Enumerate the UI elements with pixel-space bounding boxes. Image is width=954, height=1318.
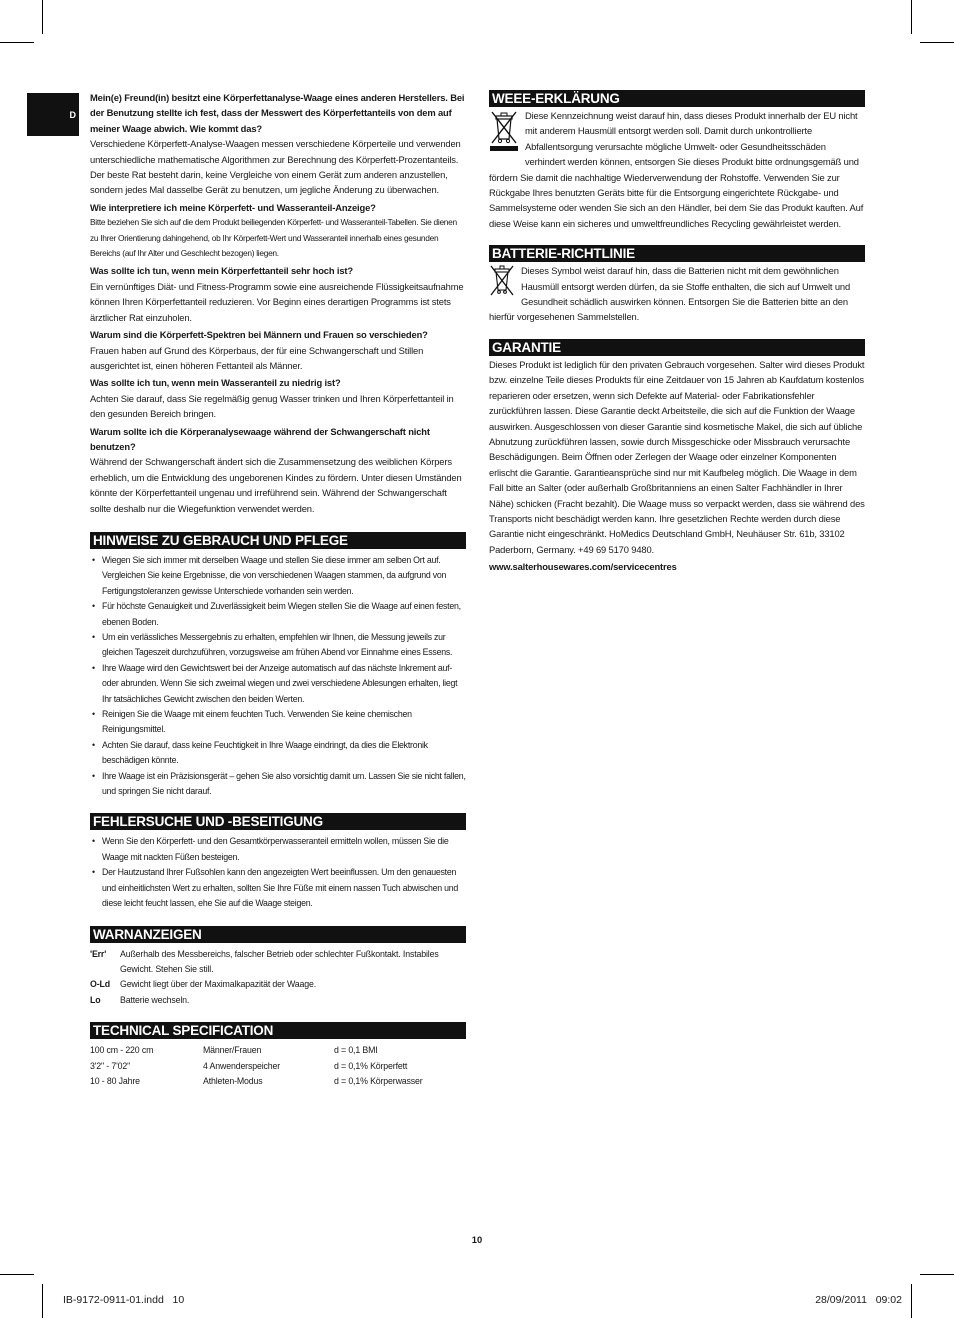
- table-row: [90, 1043, 466, 1058]
- warning-text: Außerhalb des Messbereichs, falscher Betrieb oder schlechter Fußkontakt. Instabiles Gewicht. Stehen Sie still.: [120, 948, 439, 974]
- warranty-text: Dieses Produkt ist lediglich für den privaten Gebrauch vorgesehen. Salter wird dieses Produkt bzw. einzelne Teile dieses Produkts für eine Zeitdauer von 15 Jahren ab Kaufdatum kostenlos reparieren oder ersetzen, wenn sich Defekte auf Material- oder Fabrikationsfehler zurückführen lassen. Diese Garantie deckt Arbeitsteile, die sich auf die Funktion der Waage auswirken. Ausgeschlossen von dieser Garantie sind kosmetische Makel, die sich auf übliche Abnutzung zurückführen lassen, sowie durch Missgeschicke oder Missbrauch verursachte Beschädigungen. Beim Öffnen oder Zerlegen der Waage oder einzelner Komponenten erlischt die Garantie. Garantieansprüche sind nur mit Kaufbeleg möglich. Die Waage in dem Fall bitte an Salter (oder außerhalb Großbritanniens an einen Salter Fachhändler in Ihrer Nähe) schicken (Fracht bezahlt). Die Waage muss so verpackt werden, dass sie während des Transports nicht beschädigt werden kann. Ihre gesetzlichen Rechte werden durch diese Garantie nicht eingeschränkt. HoMedics Deutschland GmbH, Neuhäuser Str. 61b, 33102 Paderborn, Germany. +49 69 5170 9480.: [489, 358, 865, 555]
- crop-mark: [920, 1274, 954, 1275]
- weee-block: [489, 108, 865, 231]
- section-heading-spec: TECHNICAL SPECIFICATION: [90, 1022, 466, 1039]
- spec-cell: 100 cm - 220 cm: [90, 1045, 154, 1056]
- crop-mark: [0, 42, 34, 43]
- faq-answer: Verschiedene Körperfett-Analyse-Waagen messen verschiedene Körperteile und verwenden unterschiedliche mathematische Algorithmen zur Berechnung des Körperfett-Prozentanteils. Der beste Rat besteht darin, keine Vergleiche von einem Gerät zum anderen anzustellen, sondern jedes Mal dasselbe Gerät zu benutzen, um jegliche Änderung zu überwachen.: [90, 138, 461, 196]
- spec-cell: 4 Anwenderspeicher: [203, 1060, 281, 1071]
- table-row: [90, 993, 466, 1008]
- footer-file-info: IB-9172-0911-01.indd 10: [63, 1294, 185, 1306]
- faq-question: Warum sollte ich die Körperanalysewaage während der Schwangerschaft nicht benutzen?: [90, 425, 430, 452]
- list-item: • Reinigen Sie die Waage mit einem feuchten Tuch. Verwenden Sie keine chemischen Reinigungsmittel.: [90, 707, 466, 738]
- warning-code: Lo: [90, 994, 101, 1005]
- list-item: • Wiegen Sie sich immer mit derselben Waage und stellen Sie diese immer am selben Ort auf. Vergleichen Sie keine Ergebnisse, die von verschiedenen Waagen stammen, da aufgrund von Fertigungstoleranzen gewisse Unterschiede vorhanden sein werden.: [90, 553, 466, 599]
- spec-cell: 3'2" - 7'02": [90, 1060, 131, 1071]
- section-heading-warnings: WARNANZEIGEN: [90, 926, 466, 943]
- warning-code: O-Ld: [90, 979, 110, 990]
- spec-cell: d = 0,1% Körperfett: [334, 1060, 408, 1071]
- table-row: [90, 977, 466, 992]
- table-row: [90, 1059, 466, 1074]
- troubleshoot-list: [90, 834, 466, 911]
- faq-question: Was sollte ich tun, wenn mein Körperfettanteil sehr hoch ist?: [90, 265, 353, 277]
- crossed-bin-icon: [487, 109, 521, 157]
- table-row: [90, 947, 466, 978]
- crossed-bin-icon: [487, 264, 517, 302]
- list-item: • Für höchste Genauigkeit und Zuverlässigkeit beim Wiegen stellen Sie die Waage auf einen festen, ebenen Boden.: [90, 599, 466, 630]
- weee-text: Diese Kennzeichnung weist darauf hin, dass dieses Produkt innerhalb der EU nicht mit anderem Hausmüll entsorgt werden soll. Damit durch unkontrollierte Abfallentsorgung verursachte mögliche Umwelt- oder Gesundheitsschäden verhindert werden können, entsorgen Sie dieses Produkt bitte ordnungsgemäß und fördern Sie damit die nachhaltige Wiederverwendung der Rohstoffe. Verwenden Sie zur Rückgabe Ihres benutzten Geräts bitte für die Entsorgung eingerichtete Rückgabe- und Sammelsysteme oder wenden Sie sich an den Händler, bei dem Sie das Produkt kauften. Auf diese Weise kann ein sicheres und umweltfreundliches Recycling gewährleistet werden.: [489, 110, 864, 229]
- section-heading-battery: BATTERIE-RICHTLINIE: [489, 245, 865, 262]
- spec-cell: 10 - 80 Jahre: [90, 1075, 140, 1086]
- crop-mark: [920, 42, 954, 43]
- list-item: • Ihre Waage ist ein Präzisionsgerät – gehen Sie also vorsichtig damit um. Lassen Sie sie nicht fallen, und springen Sie nicht darauf.: [90, 769, 466, 800]
- left-column: [90, 90, 466, 1089]
- warning-code: 'Err': [90, 948, 107, 959]
- spec-cell: Männer/Frauen: [203, 1045, 262, 1056]
- warning-text: Gewicht liegt über der Maximalkapazität der Waage.: [120, 979, 317, 990]
- warning-text: Batterie wechseln.: [120, 994, 190, 1005]
- care-list: [90, 553, 466, 800]
- list-item: • Wenn Sie den Körperfett- und den Gesamtkörperwasseranteil ermitteln wollen, müssen Sie die Waage mit nackten Füßen besteigen.: [90, 834, 466, 865]
- faq-answer: Achten Sie darauf, dass Sie regelmäßig genug Wasser trinken und Ihren Körperfettanteil in den gesunden Bereich bringen.: [90, 392, 454, 420]
- list-item: • Um ein verlässliches Messergebnis zu erhalten, empfehlen wir Ihnen, die Messung jeweils zur gleichen Tageszeit durchzuführen, vorzugsweise am frühen Abend vor Einnahme eines Essens.: [90, 630, 466, 661]
- service-centres-link[interactable]: www.salterhousewares.com/servicecentres: [489, 561, 677, 573]
- faq-question: Mein(e) Freund(in) besitzt eine Körperfettanalyse-Waage eines anderen Herstellers. Bei der Benutzung stellte ich fest, dass der Messwert des Körperfettanteils von dem auf meiner Waage abwich. Wie kommt das?: [90, 92, 465, 134]
- table-row: [90, 1074, 466, 1089]
- spec-table: [90, 1043, 466, 1089]
- list-item: • Achten Sie darauf, dass keine Feuchtigkeit in Ihre Waage eindringt, da dies die Elektronik beschädigen könnte.: [90, 738, 466, 769]
- right-column: [489, 90, 865, 575]
- crop-mark: [42, 0, 43, 34]
- language-tab: D: [27, 93, 79, 136]
- faq-answer: Während der Schwangerschaft ändert sich die Zusammensetzung des weiblichen Körpers erheblich, um die Entwicklung des ungeborenen Kindes zu fördern. Unter diesen Umständen könnte der Körperfettanteil ungenau und irreführend sein. Während der Schwangerschaft sollte deshalb nur die Wiegefunktion verwendet werden.: [90, 456, 462, 514]
- section-heading-care: HINWEISE ZU GEBRAUCH UND PFLEGE: [90, 532, 466, 549]
- spec-cell: d = 0,1% Körperwasser: [334, 1075, 423, 1086]
- section-heading-weee: WEEE-ERKLÄRUNG: [489, 90, 865, 107]
- list-item: • Ihre Waage wird den Gewichtswert bei der Anzeige automatisch auf das nächste Inkrement auf- oder abrunden. Wenn Sie sich zweimal wiegen und zwei verschiedene Ablesungen erhalten, liegt Ihr tatsächliches Gewicht zwischen den beiden Werten.: [90, 661, 466, 707]
- faq-section: [90, 90, 466, 516]
- warning-codes-table: [90, 947, 466, 1009]
- faq-answer: Bitte beziehen Sie sich auf die dem Produkt beiliegenden Körperfett- und Wasseranteil-Tabellen. Sie dienen zu Ihrer Orientierung dahingehend, ob Ihr Körperfett-Wert und Wasseranteil innerhalb eines gesunden Bereichs (auf Ihr Alter und Geschlecht bezogen) liegen.: [90, 217, 457, 259]
- faq-answer: Frauen haben auf Grund des Körperbaus, der für eine Schwangerschaft und Stillen ausgerichtet ist, einen höheren Fettanteil als Männer.: [90, 344, 424, 371]
- faq-question: Warum sind die Körperfett-Spektren bei Männern und Frauen so verschieden?: [90, 329, 428, 341]
- footer-date: 28/09/2011 09:02: [815, 1294, 902, 1306]
- battery-text: Dieses Symbol weist darauf hin, dass die Batterien nicht mit dem gewöhnlichen Hausmüll entsorgt werden dürfen, da sie Stoffe enthalten, die sich auf Umwelt und Gesundheit schädlich auswirken können. Entsorgen Sie die Batterien bitte an den hierfür vorgesehenen Sammelstellen.: [489, 265, 851, 323]
- spec-cell: d = 0,1 BMI: [334, 1045, 378, 1056]
- crop-mark: [911, 0, 912, 34]
- faq-question: Was sollte ich tun, wenn mein Wasseranteil zu niedrig ist?: [90, 377, 341, 389]
- section-heading-troubleshoot: FEHLERSUCHE UND -BESEITIGUNG: [90, 813, 466, 830]
- list-item: • Der Hautzustand Ihrer Fußsohlen kann den angezeigten Wert beeinflussen. Um den genauesten und einheitlichsten Wert zu erhalten, sollten Sie Ihre Füße mit einem nassen Tuch abwischen und diese leicht feucht lassen, ehe Sie auf die Waage steigen.: [90, 865, 466, 911]
- crop-mark: [42, 1284, 43, 1318]
- page-number: 10: [471, 1234, 483, 1245]
- section-heading-warranty: GARANTIE: [489, 339, 865, 356]
- spec-cell: Athleten-Modus: [203, 1075, 263, 1086]
- crop-mark: [0, 1274, 34, 1275]
- faq-answer: Ein vernünftiges Diät- und Fitness-Programm sowie eine ausreichende Flüssigkeitsaufnahme können Ihren Körperfettanteil reduzieren. Vor Beginn eines derartigen Programms ist stets ärztlicher Rat einzuholen.: [90, 280, 464, 323]
- faq-question: Wie interpretiere ich meine Körperfett- und Wasseranteil-Anzeige?: [90, 201, 376, 213]
- battery-block: [489, 263, 865, 325]
- crop-mark: [911, 1284, 912, 1318]
